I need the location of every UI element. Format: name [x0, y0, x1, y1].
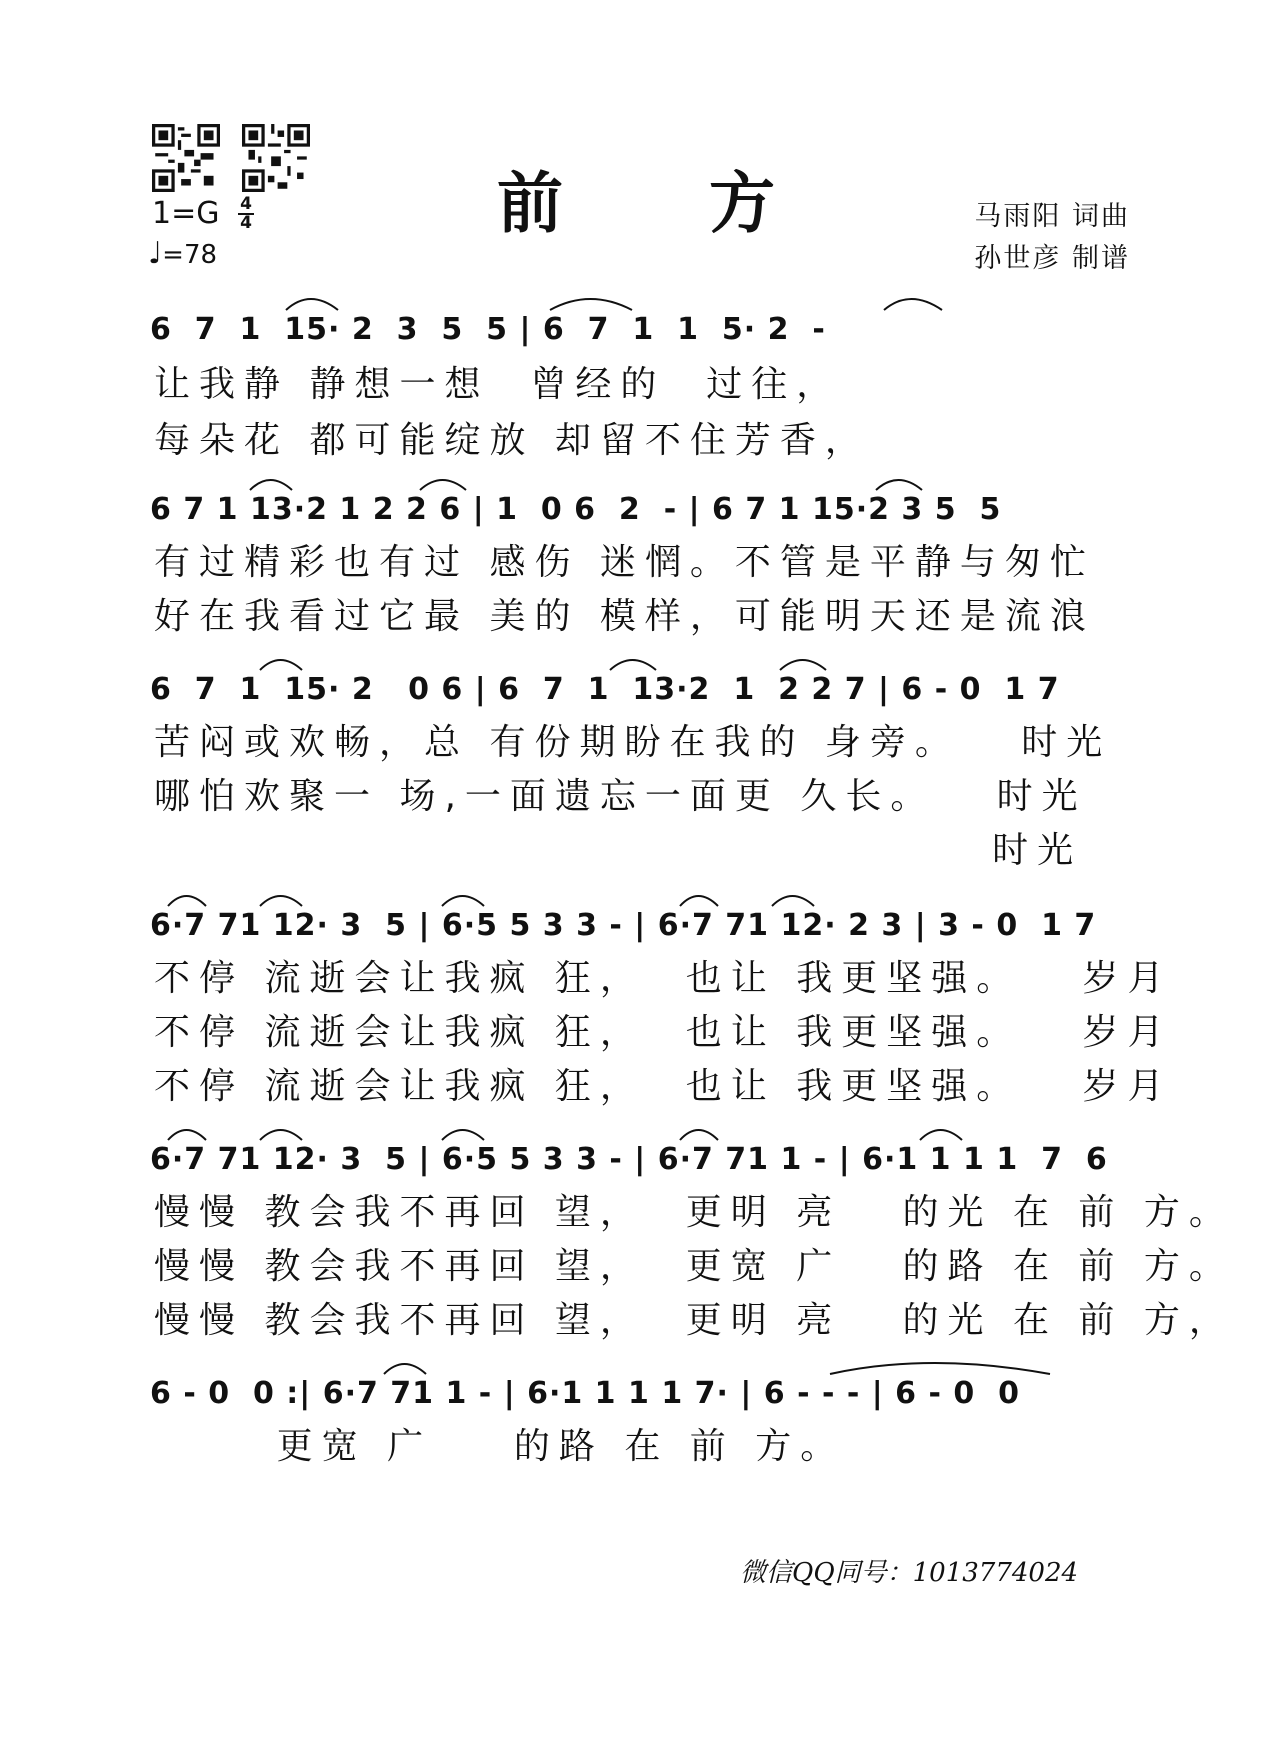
lyric-line-4a: 不停 流逝会让我疯 狂， 也让 我更坚强。 岁月: [154, 958, 1173, 999]
notation-text: 6·7 71 12· 3 5 | 6·5 5 3 3 - | 6·7 71 1 - | 6·1 1 1 1 7 6: [150, 1142, 1108, 1177]
tempo-value: =78: [162, 240, 218, 270]
lyric-line-3a: 苦闷或欢畅，总 有份期盼在我的 身旁。 时光: [154, 722, 1112, 763]
time-signature-top: 4: [240, 194, 252, 214]
lyric-line-5b: 慢慢 教会我不再回 望， 更宽 广 的路 在 前 方。: [154, 1246, 1234, 1287]
time-signature-bottom: 4: [240, 213, 252, 233]
lyric-line-1a: 让我静 静想一想 曾经的 过往，: [154, 364, 842, 405]
tempo-marking: [148, 236, 217, 271]
notation-text: 6 7 1 15· 2 3 5 5 | 6 7 1 1 5· 2 -: [150, 312, 826, 347]
lyric-line-5a: 慢慢 教会我不再回 望， 更明 亮 的光 在 前 方。: [154, 1192, 1234, 1233]
lyric-line-4b: 不停 流逝会让我疯 狂， 也让 我更坚强。 岁月: [154, 1012, 1173, 1053]
lyric-line-3b: 哪怕欢聚一 场,一面遗忘一面更 久长。 时光: [154, 776, 1087, 817]
notation-text: 6 7 1 13·2 1 2 2 6 | 1 0 6 2 - | 6 7 1 15·2 3 5 5: [150, 492, 1002, 527]
notation-text: 6 - 0 0 :| 6·7 71 1 - | 6·1 1 1 1 7· | 6 - - - | 6 - 0 0: [150, 1376, 1021, 1411]
notation-text: 6 7 1 15· 2 0 6 | 6 7 1 13·2 1 2 2 7 | 6 - 0 1 7: [150, 672, 1060, 707]
page-title: 前 方: [497, 164, 815, 242]
quarter-note-icon: ♩: [148, 236, 163, 271]
time-signature: [236, 196, 256, 232]
lyric-line-2a: 有过精彩也有过 感伤 迷惘。不管是平静与匆忙: [154, 542, 1095, 583]
lyric-line-5c: 慢慢 教会我不再回 望， 更明 亮 的光 在 前 方，: [154, 1300, 1234, 1341]
lyric-line-2b: 好在我看过它最 美的 模样，可能明天还是流浪: [154, 596, 1095, 637]
contact-footer: 微信QQ同号：1013774024: [740, 1558, 1079, 1588]
credit-lyrics-music: 马雨阳 词曲: [974, 201, 1130, 232]
lyric-line-6a: 更宽 广 的路 在 前 方。: [154, 1426, 846, 1467]
credit-arranger: 孙世彦 制谱: [974, 243, 1130, 274]
notation-text: 6·7 71 12· 3 5 | 6·5 5 3 3 - | 6·7 71 12· 2 3 | 3 - 0 1 7: [150, 908, 1097, 943]
lyric-line-1b: 每朵花 都可能绽放 却留不住芳香，: [154, 420, 870, 461]
lyric-line-4c: 不停 流逝会让我疯 狂， 也让 我更坚强。 岁月: [154, 1066, 1173, 1107]
lyric-line-3c: 时光: [154, 830, 1083, 871]
key-signature: 1=G: [152, 196, 220, 231]
